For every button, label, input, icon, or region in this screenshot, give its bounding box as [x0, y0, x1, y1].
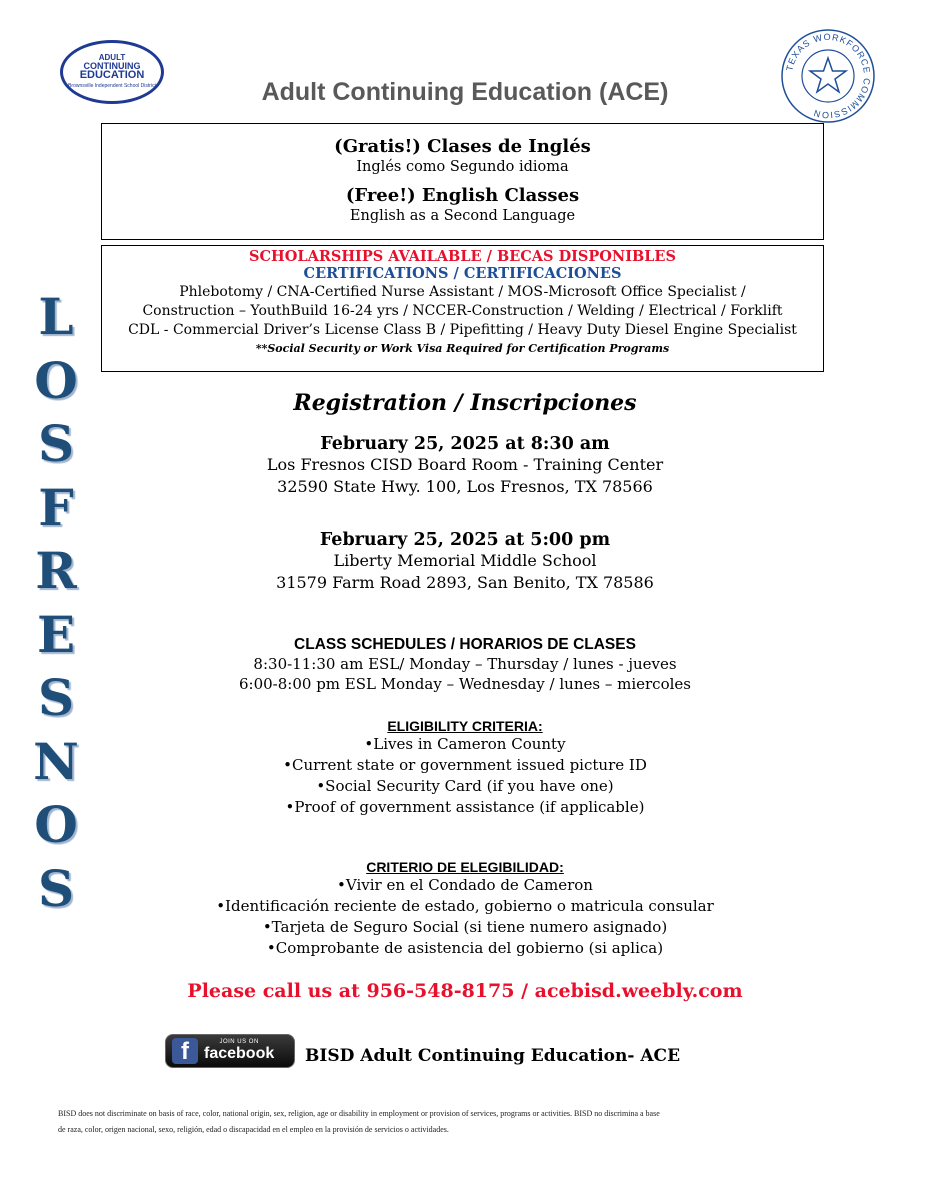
class-schedules [100, 636, 830, 694]
certifications-box [101, 245, 824, 372]
svg-text:TEXAS WORKFORCE COMMISSION: TEXAS WORKFORCE COMMISSION [784, 31, 873, 121]
en-title: (Free!) English Classes [345, 185, 580, 206]
event-place: Los Fresnos CISD Board Room - Training Center [266, 455, 664, 474]
side-letter: S [37, 414, 75, 473]
cert-line: Phlebotomy / CNA-Certified Nurse Assistant / MOS-Microsoft Office Specialist / [179, 284, 746, 300]
criterio-item: •Vivir en el Condado de Cameron [337, 876, 593, 894]
schedule-line: 6:00-8:00 pm ESL Monday – Wednesday / lunes – miercoles [239, 675, 691, 693]
side-letter: F [38, 477, 74, 537]
en-subtitle: English as a Second Language [349, 208, 576, 224]
footer-line: BISD does not discriminate on basis of race, color, national origin, sex, religion, age or disability in employment or provision of services, programs or activities. BISD no discrimina a base [58, 1109, 660, 1118]
es-title: (Gratis!) Clases de Inglés [334, 136, 591, 157]
scholarships-heading: SCHOLARSHIPS AVAILABLE / BECAS DISPONIBLES [249, 248, 676, 265]
event-address: 31579 Farm Road 2893, San Benito, TX 78586 [276, 573, 654, 592]
side-letter: R [35, 541, 77, 600]
cert-line: CDL - Commercial Driver’s License Class B / Pipefitting / Heavy Duty Diesel Engine Specialist [128, 322, 797, 338]
registration-heading: Registration / Inscripciones [293, 390, 637, 416]
facebook-label: facebook [204, 1045, 275, 1062]
eligibility-item: •Proof of government assistance (if applicable) [285, 798, 645, 816]
side-letter: L [38, 287, 74, 346]
ace-name: BISD Adult Continuing Education- ACE [305, 1046, 681, 1066]
contact-line: Please call us at 956-548-8175 / acebisd.weebly.com [187, 980, 743, 1002]
criterio-elegibilidad [100, 859, 830, 959]
side-title [20, 285, 92, 920]
eligibility-item: •Current state or government issued picture ID [283, 756, 647, 774]
eligibility-item: •Social Security Card (if you have one) [316, 777, 614, 795]
page-title: Adult Continuing Education (ACE) [261, 78, 669, 106]
footer-line: de raza, color, origen nacional, sexo, religión, edad o discapacidad en el empleo en la provisión de servicios o actividades. [58, 1125, 449, 1134]
facebook-icon: f [172, 1038, 198, 1064]
side-letter: O [34, 795, 78, 854]
certifications-heading: CERTIFICATIONS / CERTIFICACIONES [303, 265, 622, 282]
event-date: February 25, 2025 at 5:00 pm [319, 530, 611, 550]
side-letter: S [37, 858, 75, 918]
criterio-heading: CRITERIO DE ELEGIBILIDAD: [366, 859, 564, 875]
nondiscrimination-footer [58, 1106, 878, 1138]
facebook-badge[interactable] [165, 1034, 295, 1068]
event-date: February 25, 2025 at 8:30 am [320, 434, 610, 454]
side-letter: S [37, 668, 75, 727]
side-letter: N [33, 731, 79, 791]
cert-line: Construction – YouthBuild 16-24 yrs / NCCER-Construction / Welding / Electrical / Forklift [142, 303, 783, 319]
criterio-item: •Tarjeta de Seguro Social (si tiene numero asignado) [262, 918, 668, 936]
eligibility-item: •Lives in Cameron County [364, 735, 566, 753]
eligibility-heading: ELIGIBILITY CRITERIA: [387, 718, 543, 734]
schedules-heading: CLASS SCHEDULES / HORARIOS DE CLASES [294, 636, 636, 653]
schedule-line: 8:30-11:30 am ESL/ Monday – Thursday / lunes - jueves [253, 655, 677, 673]
facebook-join-text: JOIN US ON [219, 1039, 259, 1045]
twc-seal [780, 28, 876, 124]
registration-event-2 [100, 530, 830, 594]
side-letter: E [36, 604, 76, 664]
ace-logo: ADULT CONTINUING EDUCATION Brownsville Independent School District [60, 40, 164, 104]
registration-event-1 [100, 434, 830, 498]
event-address: 32590 State Hwy. 100, Los Fresnos, TX 78566 [277, 477, 653, 496]
side-letter: O [34, 350, 78, 410]
criterio-item: •Comprobante de asistencia del gobierno (si aplica) [266, 939, 664, 957]
classes-box [101, 123, 824, 240]
event-place: Liberty Memorial Middle School [333, 551, 597, 570]
cert-note: **Social Security or Work Visa Required for Certification Programs [255, 342, 670, 355]
criterio-item: •Identificación reciente de estado, gobierno o matricula consular [216, 897, 714, 915]
eligibility-criteria [100, 718, 830, 818]
es-subtitle: Inglés como Segundo idioma [356, 159, 569, 175]
